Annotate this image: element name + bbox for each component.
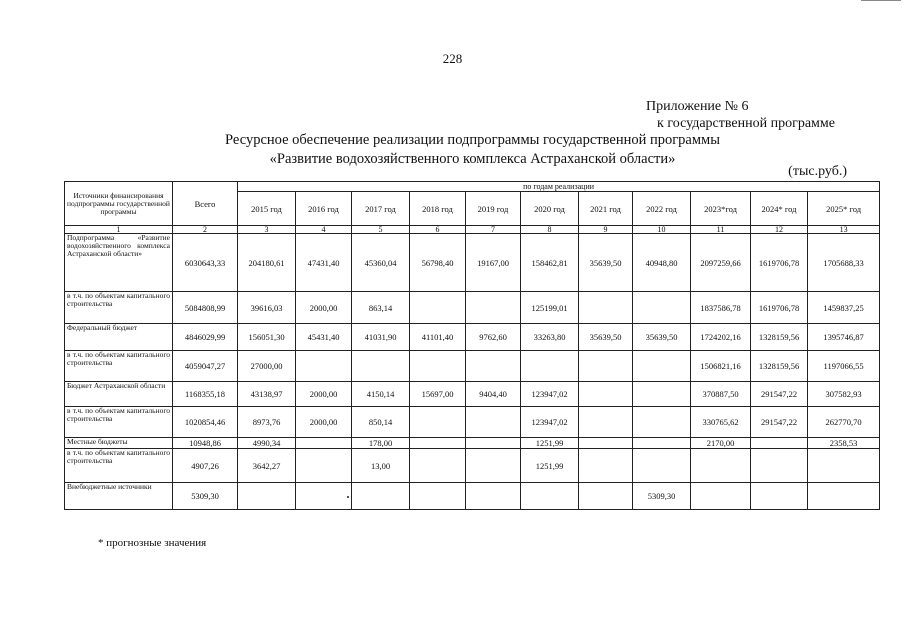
cell-value	[410, 483, 466, 510]
header-year: 2021 год	[579, 192, 633, 226]
cell-value	[633, 407, 691, 438]
cell-total: 1020854,46	[173, 407, 238, 438]
column-number: 3	[238, 226, 296, 234]
cell-value	[808, 483, 880, 510]
cell-value	[633, 438, 691, 449]
row-label: Бюджет Астраханской области	[65, 382, 173, 407]
cell-value: 158462,81	[521, 234, 579, 292]
column-number: 7	[466, 226, 521, 234]
cell-value	[579, 407, 633, 438]
cell-value	[466, 407, 521, 438]
header-year: 2023*год	[691, 192, 751, 226]
cell-value: 1506821,16	[691, 351, 751, 382]
column-number: 6	[410, 226, 466, 234]
table-row	[65, 324, 880, 351]
column-number: 4	[296, 226, 352, 234]
cell-value: 2358,53	[808, 438, 880, 449]
cell-value	[296, 483, 352, 510]
cell-value: 370887,50	[691, 382, 751, 407]
cell-value: 19167,00	[466, 234, 521, 292]
header-year: 2016 год	[296, 192, 352, 226]
row-label: Подпрограмма «Развитие водохозяйственного комплекса Астраханской области»	[65, 234, 173, 292]
table-row	[65, 407, 880, 438]
cell-value: 2000,00	[296, 382, 352, 407]
resource-table	[64, 181, 880, 510]
cell-value: 15697,00	[410, 382, 466, 407]
header-sources: Источники финансирования подпрограммы государственной программы	[65, 182, 173, 226]
cell-value	[579, 382, 633, 407]
cell-value: 5309,30	[633, 483, 691, 510]
cell-value: 8973,76	[238, 407, 296, 438]
header-year: 2018 год	[410, 192, 466, 226]
row-label: Федеральный бюджет	[65, 324, 173, 351]
cell-total: 1168355,18	[173, 382, 238, 407]
cell-value	[633, 449, 691, 483]
cell-value	[521, 483, 579, 510]
cell-value	[579, 351, 633, 382]
column-number: 2	[173, 226, 238, 234]
cell-value: 1197066,55	[808, 351, 880, 382]
cell-value	[410, 292, 466, 324]
table-row	[65, 438, 880, 449]
column-number: 5	[352, 226, 410, 234]
footnote: * прогнозные значения	[98, 537, 207, 549]
cell-value	[579, 449, 633, 483]
cell-value	[352, 351, 410, 382]
cell-value: 3642,27	[238, 449, 296, 483]
table-row	[65, 234, 880, 292]
cell-value	[296, 438, 352, 449]
cell-value: 1724202,16	[691, 324, 751, 351]
header-year: 2017 год	[352, 192, 410, 226]
cell-value	[410, 438, 466, 449]
row-label: в т.ч. по объектам капитального строительства	[65, 449, 173, 483]
cell-value: 123947,02	[521, 407, 579, 438]
column-number: 9	[579, 226, 633, 234]
cell-value	[751, 438, 808, 449]
cell-value: 330765,62	[691, 407, 751, 438]
cell-value: 204180,61	[238, 234, 296, 292]
cell-value: 41101,40	[410, 324, 466, 351]
cell-value: 43138,97	[238, 382, 296, 407]
corner-line	[861, 0, 901, 1]
cell-value: 125199,01	[521, 292, 579, 324]
document-title-line-1: Ресурсное обеспечение реализации подпрограммы государственной программы	[225, 132, 720, 148]
cell-value: 850,14	[352, 407, 410, 438]
cell-value: 9404,40	[466, 382, 521, 407]
cell-value	[466, 449, 521, 483]
cell-value	[466, 351, 521, 382]
column-number: 11	[691, 226, 751, 234]
cell-value	[579, 483, 633, 510]
cell-value: 178,00	[352, 438, 410, 449]
table-row	[65, 292, 880, 324]
units-label: (тыс.руб.)	[788, 164, 847, 179]
cell-value: 1705688,33	[808, 234, 880, 292]
cell-value: 262770,70	[808, 407, 880, 438]
document-title-line-2: «Развитие водохозяйственного комплекса Астраханской области»	[269, 151, 676, 167]
cell-value: 1619706,78	[751, 234, 808, 292]
cell-value: 2000,00	[296, 407, 352, 438]
cell-value: 1395746,87	[808, 324, 880, 351]
cell-value	[466, 292, 521, 324]
cell-value	[633, 292, 691, 324]
cell-total: 6030643,33	[173, 234, 238, 292]
header-years-group: по годам реализации	[238, 182, 880, 192]
cell-value: 41031,90	[352, 324, 410, 351]
cell-value: 35639,50	[579, 234, 633, 292]
header-year: 2020 год	[521, 192, 579, 226]
cell-value: 33263,80	[521, 324, 579, 351]
cell-value: 1459837,25	[808, 292, 880, 324]
cell-value: 27000,00	[238, 351, 296, 382]
column-number: 1	[65, 226, 173, 234]
cell-value: 307582,93	[808, 382, 880, 407]
cell-value: 13,00	[352, 449, 410, 483]
scan-speck	[347, 496, 349, 498]
cell-value	[751, 449, 808, 483]
cell-value	[410, 407, 466, 438]
appendix-subtitle: к государственной программе	[657, 116, 835, 131]
cell-value: 39616,03	[238, 292, 296, 324]
cell-value: 4990,34	[238, 438, 296, 449]
table-row	[65, 483, 880, 510]
cell-value	[410, 351, 466, 382]
cell-value: 863,14	[352, 292, 410, 324]
table-row	[65, 382, 880, 407]
column-number: 8	[521, 226, 579, 234]
cell-value: 9762,60	[466, 324, 521, 351]
cell-total: 4846029,99	[173, 324, 238, 351]
row-label: в т.ч. по объектам капитального строительства	[65, 407, 173, 438]
cell-total: 10948,86	[173, 438, 238, 449]
cell-value	[410, 449, 466, 483]
header-total: Всего	[173, 182, 238, 226]
cell-value: 45360,04	[352, 234, 410, 292]
cell-value	[466, 438, 521, 449]
column-number: 13	[808, 226, 880, 234]
cell-value	[633, 382, 691, 407]
row-label: Внебюджетные источники	[65, 483, 173, 510]
cell-value	[691, 483, 751, 510]
cell-value: 2000,00	[296, 292, 352, 324]
cell-value: 1251,99	[521, 438, 579, 449]
cell-value: 123947,02	[521, 382, 579, 407]
header-year: 2022 год	[633, 192, 691, 226]
cell-value: 45431,40	[296, 324, 352, 351]
cell-value: 1328159,56	[751, 324, 808, 351]
cell-value	[296, 449, 352, 483]
cell-value: 2170,00	[691, 438, 751, 449]
cell-total: 4907,26	[173, 449, 238, 483]
column-number: 12	[751, 226, 808, 234]
cell-value	[352, 483, 410, 510]
cell-value: 56798,40	[410, 234, 466, 292]
cell-value: 2097259,66	[691, 234, 751, 292]
cell-value: 1328159,56	[751, 351, 808, 382]
cell-value: 291547,22	[751, 407, 808, 438]
cell-value	[238, 483, 296, 510]
cell-value: 40948,80	[633, 234, 691, 292]
cell-total: 5084808,99	[173, 292, 238, 324]
cell-total: 4059047,27	[173, 351, 238, 382]
cell-value	[466, 483, 521, 510]
cell-value	[691, 449, 751, 483]
cell-value	[521, 351, 579, 382]
row-label: в т.ч. по объектам капитального строительства	[65, 351, 173, 382]
header-year: 2025* год	[808, 192, 880, 226]
cell-value	[808, 449, 880, 483]
cell-value: 47431,40	[296, 234, 352, 292]
header-year: 2019 год	[466, 192, 521, 226]
cell-value	[579, 438, 633, 449]
cell-value: 291547,22	[751, 382, 808, 407]
cell-value	[751, 483, 808, 510]
cell-value	[296, 351, 352, 382]
cell-value: 156051,30	[238, 324, 296, 351]
cell-value: 1837586,78	[691, 292, 751, 324]
table-row	[65, 449, 880, 483]
header-year: 2024* год	[751, 192, 808, 226]
row-label: в т.ч. по объектам капитального строительства	[65, 292, 173, 324]
cell-value: 35639,50	[579, 324, 633, 351]
page-number: 228	[442, 51, 463, 66]
cell-value: 35639,50	[633, 324, 691, 351]
column-number: 10	[633, 226, 691, 234]
cell-total: 5309,30	[173, 483, 238, 510]
cell-value	[579, 292, 633, 324]
cell-value: 1619706,78	[751, 292, 808, 324]
table-row	[65, 351, 880, 382]
row-label: Местные бюджеты	[65, 438, 173, 449]
cell-value: 4150,14	[352, 382, 410, 407]
appendix-title: Приложение № 6	[646, 99, 749, 114]
cell-value	[633, 351, 691, 382]
cell-value: 1251,99	[521, 449, 579, 483]
header-year: 2015 год	[238, 192, 296, 226]
